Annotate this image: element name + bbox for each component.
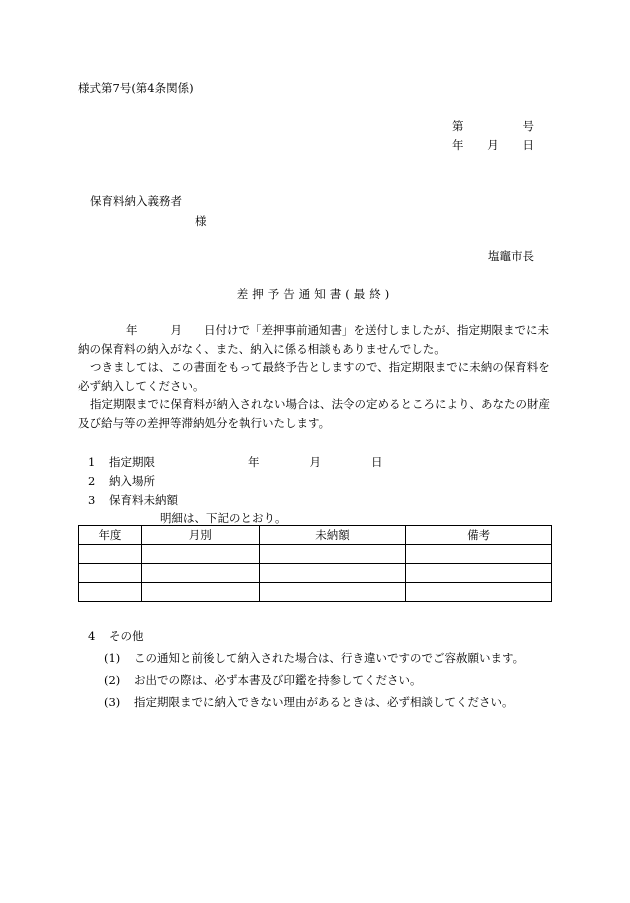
- note-number: (1): [104, 651, 121, 665]
- document-date: [452, 137, 534, 153]
- date-year: 年: [452, 138, 464, 152]
- item-label: 保育料未納額: [109, 493, 178, 507]
- item-payment-place: [88, 472, 178, 491]
- item-number: 3: [88, 493, 96, 507]
- para1-month: 月: [170, 323, 182, 337]
- item-deadline: [88, 453, 383, 472]
- table-cell: [259, 545, 406, 564]
- body-paragraph-2: つきましては、この書面をもって最終予告としますので、指定期限までに未納の保育料を必ず納入してください。: [78, 360, 550, 393]
- header-remarks: 備考: [406, 526, 552, 545]
- table-cell: [259, 564, 406, 583]
- table-cell: [141, 545, 259, 564]
- note-item: [88, 669, 524, 691]
- note-text: この通知と前後して納入された場合は、行き違いですのでご容赦願います。: [134, 651, 525, 665]
- item-label: 指定期限: [109, 455, 155, 469]
- header-unpaid-amount: 未納額: [259, 526, 406, 545]
- header-month: 月別: [141, 526, 259, 545]
- date-day: 日: [522, 138, 534, 152]
- table-cell: [79, 564, 142, 583]
- note-number: (2): [104, 673, 121, 687]
- notice-body: [78, 321, 550, 432]
- item-number: 2: [88, 474, 96, 488]
- body-paragraph-1: [78, 321, 550, 358]
- para1-year: 年: [126, 323, 138, 337]
- date-month: 月: [487, 138, 499, 152]
- item-label: 納入場所: [109, 474, 155, 488]
- item-unpaid-amount: [88, 491, 178, 510]
- issuer-name: 塩竈市長: [488, 249, 534, 263]
- item-number: 4: [88, 629, 96, 643]
- deadline-date: [248, 453, 383, 472]
- item-number: 1: [88, 455, 96, 469]
- other-heading: [88, 625, 524, 647]
- form-label: 様式第7号(第4条関係): [78, 81, 194, 95]
- header-fiscal-year: 年度: [79, 526, 142, 545]
- table-row: [79, 583, 552, 602]
- number-suffix: 号: [522, 119, 534, 133]
- deadline-day: 日: [371, 455, 383, 469]
- note-item: [88, 647, 524, 669]
- document-number: [452, 118, 534, 134]
- body-paragraph-3: 指定期限までに保育料が納入されない場合は、法令の定めるところにより、あなたの財産及び給与等の差押等滞納処分を執行いたします。: [78, 397, 550, 430]
- table-cell: [406, 545, 552, 564]
- addressee-honorific: 様: [195, 214, 207, 228]
- table-cell: [259, 583, 406, 602]
- table-row: [79, 545, 552, 564]
- unpaid-detail-table: [78, 525, 552, 602]
- table-cell: [79, 545, 142, 564]
- table-row: [79, 564, 552, 583]
- document-title: 差押予告通知書(最終): [236, 287, 394, 301]
- deadline-month: 月: [309, 455, 321, 469]
- table-cell: [141, 583, 259, 602]
- items-list: [88, 453, 383, 510]
- addressee-title: 保育料納入義務者: [90, 194, 182, 208]
- note-number: (3): [104, 695, 121, 709]
- note-text: 指定期限までに納入できない理由があるときは、必ず相談してください。: [134, 695, 514, 709]
- note-text: お出での際は、必ず本書及び印鑑を持参してください。: [134, 673, 422, 687]
- item-label: その他: [109, 629, 144, 643]
- number-prefix: 第: [452, 119, 464, 133]
- note-item: [88, 691, 524, 713]
- detail-note: 明細は、下記のとおり。: [160, 511, 287, 525]
- table-header-row: [79, 526, 552, 545]
- table-cell: [141, 564, 259, 583]
- deadline-year: 年: [248, 455, 260, 469]
- table-cell: [406, 564, 552, 583]
- table-cell: [79, 583, 142, 602]
- other-notes: [88, 625, 524, 713]
- table-cell: [406, 583, 552, 602]
- para1-text: 日付けで「差押事前通知書」を送付しましたが、指定期限までに未納の保育料の納入がなく、また、納入に係る相談もありませんでした。: [78, 323, 549, 356]
